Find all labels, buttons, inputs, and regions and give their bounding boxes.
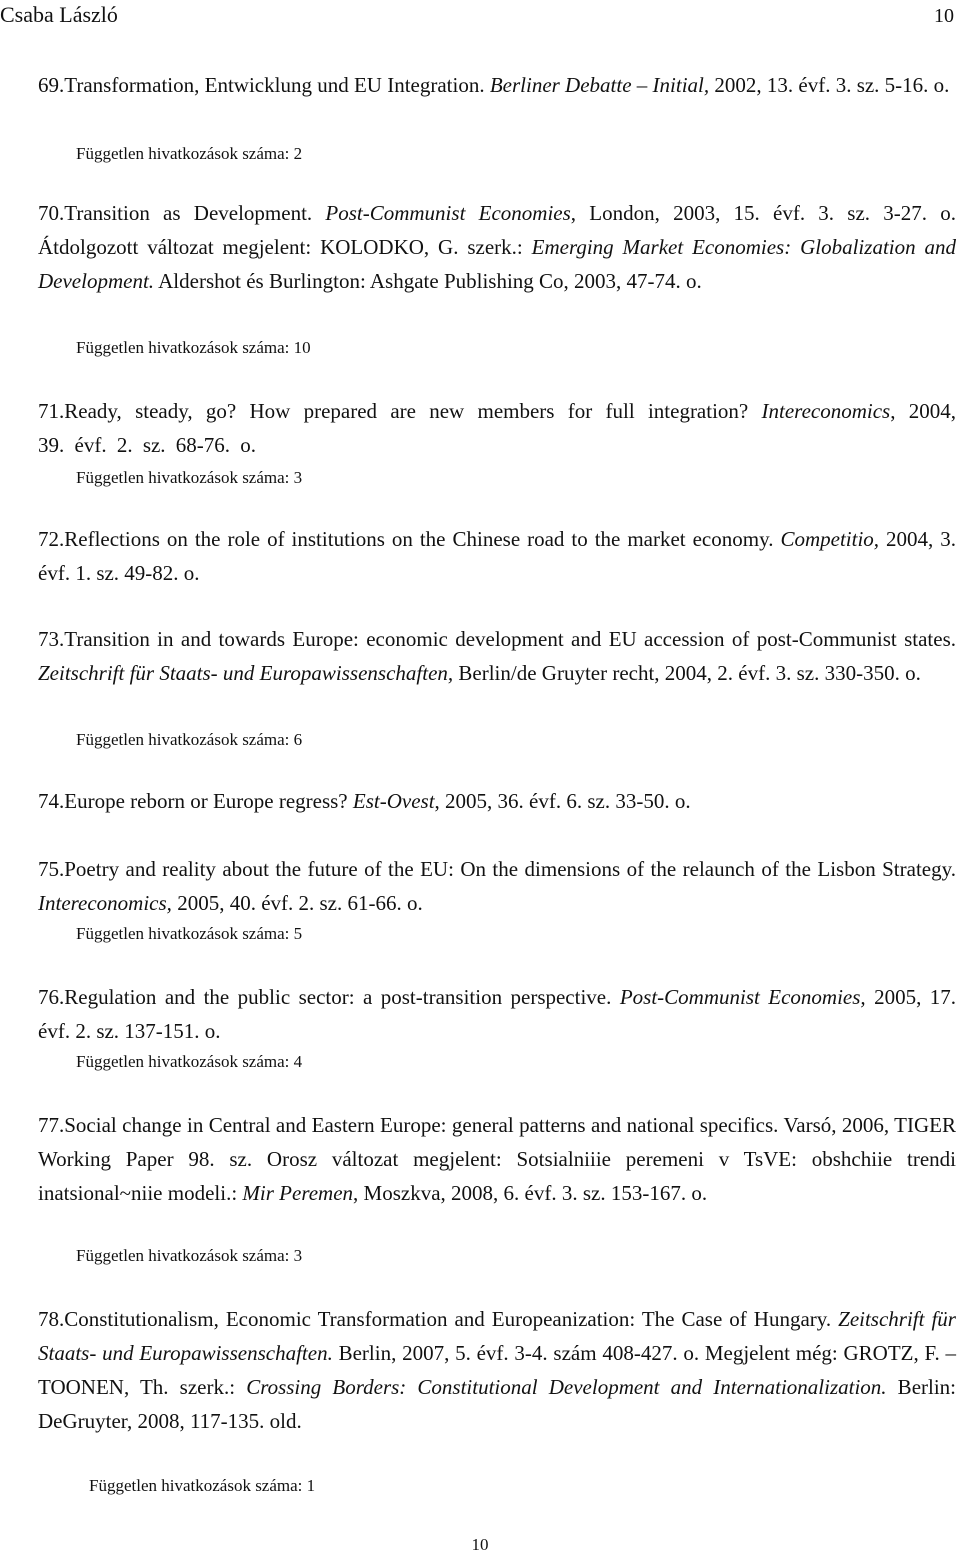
entry-number: 73. [38, 627, 65, 651]
publication-entry-69 [38, 68, 956, 102]
entry-number: 77. [38, 1113, 65, 1137]
entry-journal: Intereconomics [761, 399, 891, 423]
citation-count: Független hivatkozások száma: 4 [76, 1052, 303, 1071]
citation-count: Független hivatkozások száma: 6 [76, 730, 303, 749]
citation-count: Független hivatkozások száma: 5 [76, 924, 303, 943]
entry-details: Berlin/de Gruyter recht, 2004, 2. évf. 3. sz. 330-350. o. [453, 661, 921, 685]
entry-number: 75. [38, 857, 65, 881]
entry-details: 2005, 17. évf. 2. sz. 137-151. o. [38, 985, 957, 1043]
entry-number: 72. [38, 527, 65, 551]
entry-book-title: Crossing Borders: Constitutional Development and Internationalization. [246, 1375, 887, 1399]
citation-count: Független hivatkozások száma: 1 [89, 1476, 316, 1495]
entry-details: 2005, 40. évf. 2. sz. 61-66. o. [171, 891, 423, 915]
entry-journal: Zeitschrift für Staats- und Europawissenschaften. [38, 1307, 956, 1365]
entry-title: Transition as Development. [64, 201, 326, 225]
entry-number: 70. [38, 201, 65, 225]
entry-title: Social change in Central and Eastern Europe: general patterns and national specifics. Varsó, 2006, TIGER Working Paper 98. sz. Orosz változat megjelent: Sotsialniiie peremeni v TsVE: obshchiie trendi inatsional~niie modeli.: [38, 1113, 956, 1205]
citation-count: Független hivatkozások száma: 10 [76, 338, 311, 357]
entry-journal: Est-Ovest [352, 789, 435, 813]
entry-journal: Post-Communist Economies, [619, 985, 866, 1009]
entry-details: 2002, 13. évf. 3. sz. 5-16. o. [709, 73, 950, 97]
entry-publisher: Berlin: DeGruyter, 2008, 117-135. old. [38, 1375, 957, 1433]
entry-book-title: Emerging Market Economies: Globalization and Development. [38, 235, 956, 293]
entry-title: Transformation, Entwicklung und EU Integration. [64, 73, 490, 97]
entry-journal: Mir Peremen [242, 1181, 354, 1205]
entry-number: 76. [38, 985, 65, 1009]
entry-title: Transition in and towards Europe: economic development and EU accession of post-Communist states. [64, 627, 956, 651]
entry-details: 2004, 3. évf. 1. sz. 49-82. o. [38, 527, 956, 585]
citation-count: Független hivatkozások száma: 2 [76, 144, 303, 163]
entry-details: , 2005, 36. évf. 6. sz. 33-50. o. [434, 789, 691, 813]
entry-title: Regulation and the public sector: a post-transition perspective. [64, 985, 620, 1009]
entry-journal: Berliner Debatte – Initial, [489, 73, 710, 97]
header-page-number: 10 [934, 5, 954, 27]
publication-entry-72 [38, 522, 956, 590]
publication-entry-74 [38, 784, 956, 818]
publication-entry-75 [38, 852, 956, 920]
entry-details: , 2004, 39. évf. 2. sz. 68-76. o. [38, 399, 956, 457]
entry-number: 71. [38, 399, 65, 423]
entry-journal: Competitio, [780, 527, 880, 551]
header-author: Csaba László [0, 2, 118, 27]
entry-details: , London, 2003, 15. évf. 3. sz. 3-27. o. Átdolgozott változat megjelent: KOLODKO, G. szerk.: [38, 201, 956, 259]
publication-entry-70 [38, 196, 956, 298]
footer-page-number: 10 [471, 1535, 489, 1554]
entry-title: Poetry and reality about the future of the EU: On the dimensions of the relaunch of the Lisbon Strategy. [64, 857, 956, 881]
publication-entry-71 [38, 394, 956, 462]
entry-details: Berlin, 2007, 5. évf. 3-4. szám 408-427. o. Megjelent még: GROTZ, F. – TOONEN, Th. szerk.: [38, 1341, 957, 1399]
publication-entry-73 [38, 622, 956, 690]
citation-count: Független hivatkozások száma: 3 [76, 1246, 303, 1265]
entry-number: 69. [38, 73, 65, 97]
entry-title: Constitutionalism, Economic Transformation and Europeanization: The Case of Hungary. [64, 1307, 839, 1331]
entry-details: , Moszkva, 2008, 6. évf. 3. sz. 153-167. o. [353, 1181, 708, 1205]
entry-journal: Intereconomics, [38, 891, 172, 915]
entry-publisher: Aldershot és Burlington: Ashgate Publishing Co, 2003, 47-74. o. [154, 269, 702, 293]
entry-number: 74. [38, 789, 65, 813]
entry-number: 78. [38, 1307, 65, 1331]
entry-title: Reflections on the role of institutions on the Chinese road to the market economy. [64, 527, 781, 551]
entry-journal: Post-Communist Economies [325, 201, 571, 225]
publication-entry-76 [38, 980, 956, 1048]
entry-journal: Zeitschrift für Staats- und Europawissenschaften, [38, 661, 454, 685]
entry-title: Europe reborn or Europe regress? [64, 789, 353, 813]
publication-entry-78 [38, 1302, 956, 1438]
entry-title: Ready, steady, go? How prepared are new members for full integration? [64, 399, 762, 423]
citation-count: Független hivatkozások száma: 3 [76, 468, 303, 487]
publication-entry-77 [38, 1108, 956, 1210]
